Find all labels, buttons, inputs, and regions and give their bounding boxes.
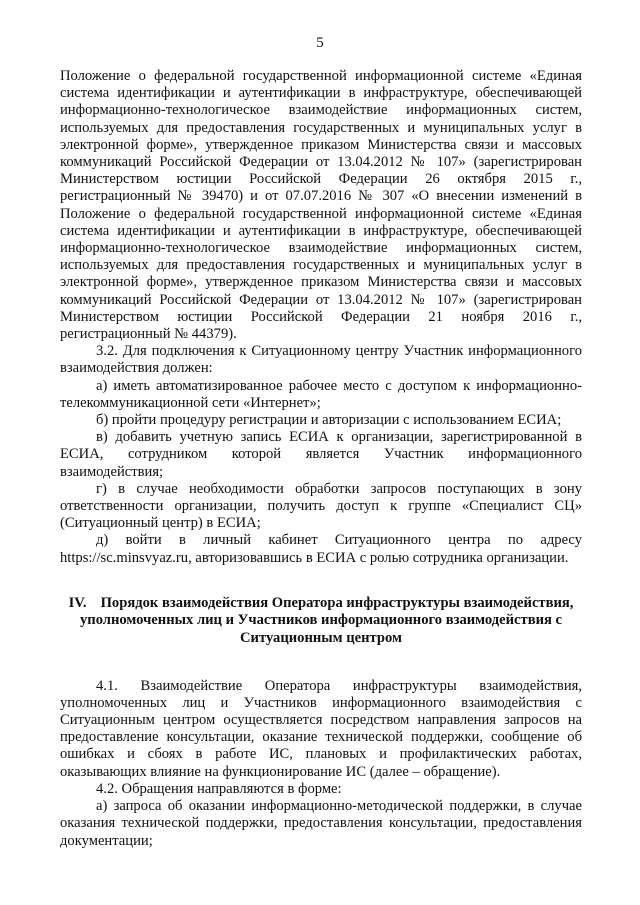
- list-item-b-registration: б) пройти процедуру регистрации и авторизации с использованием ЕСИА;: [96, 412, 562, 429]
- paragraph-ordinance-amendments: Положение о федеральной государственной информационной системе «Единая система идентификации и аутентификации в инфраструктуре, обеспечивающей информационно-технологическое взаимодействие информационных систем, используемых для предоставления государственных и муниципальных услуг в электронной форме», утвержденное приказом Министерства связи и массовых коммуникаций Российской Федерации от 13.04.2012 № 107» (зарегистрирован Министерством юстиции Российской Федерации 26 октября 2015 г., регистрационный № 39470) и от 07.07.2016 № 307 «О внесении изменений в Положение о федеральной государственной информационной системе «Единая система идентификации и аутентификации в инфраструктуре, обеспечивающей информационно-технологическое взаимодействие информационных систем, используемых для предоставления государственных и муниципальных услуг в электронной форме», утвержденное приказом Министерства связи и массовых коммуникаций Российской Федерации от 13.04.2012 № 107» (зарегистрирован Министерством юстиции Российской Федерации 21 ноября 2016 г., регистрационный № 44379).: [60, 68, 582, 343]
- paragraph-4-1: 4.1. Взаимодействие Оператора инфраструктуры взаимодействия, уполномоченных лиц и Участников информационного взаимодействия с Ситуационным центром осуществляется посредством направления запросов на предоставление консультации, оказание технической поддержки, сообщение об ошибках и сбоях в работе ИС, плановых и профилактических работах, оказывающих влияние на функционирование ИС (далее – обращение).: [60, 677, 582, 780]
- list-item-d-personal-cabinet: д) войти в личный кабинет Ситуационного центра по адресу https://sc.minsvyaz.ru, авторизовавшись в ЕСИА с ролью сотрудника организации.: [60, 532, 582, 566]
- document-body: [60, 68, 582, 850]
- list-item-g-access-group: г) в случае необходимости обработки запросов поступающих в зону ответственности организации, получить доступ к группе «Специалист СЦ» (Ситуационный центр) в ЕСИА;: [60, 480, 582, 532]
- section-heading: [60, 595, 582, 648]
- page-number: 5: [316, 35, 324, 51]
- section-number: IV.: [68, 594, 87, 611]
- list-item-v-account: в) добавить учетную запись ЕСИА к организации, зарегистрированной в ЕСИА, сотрудником которой является Участник информационного взаимодействия;: [60, 429, 582, 480]
- list-item-a-request: а) запроса об оказании информационно-методической поддержки, в случае оказания технической поддержки, предоставления консультации, предоставления документации;: [60, 798, 582, 849]
- list-item-a-workstation: а) иметь автоматизированное рабочее место с доступом к информационно-телекоммуникационной сети «Интернет»;: [60, 377, 582, 411]
- paragraph-4-2: 4.2. Обращения направляются в форме:: [96, 780, 342, 797]
- section-title: Порядок взаимодействия Оператора инфраструктуры взаимодействия, уполномоченных лиц и Участников информационного взаимодействия с Ситуационным центром: [79, 594, 574, 647]
- paragraph-3-2-intro: 3.2. Для подключения к Ситуационному центру Участник информационного взаимодействия должен:: [60, 343, 582, 377]
